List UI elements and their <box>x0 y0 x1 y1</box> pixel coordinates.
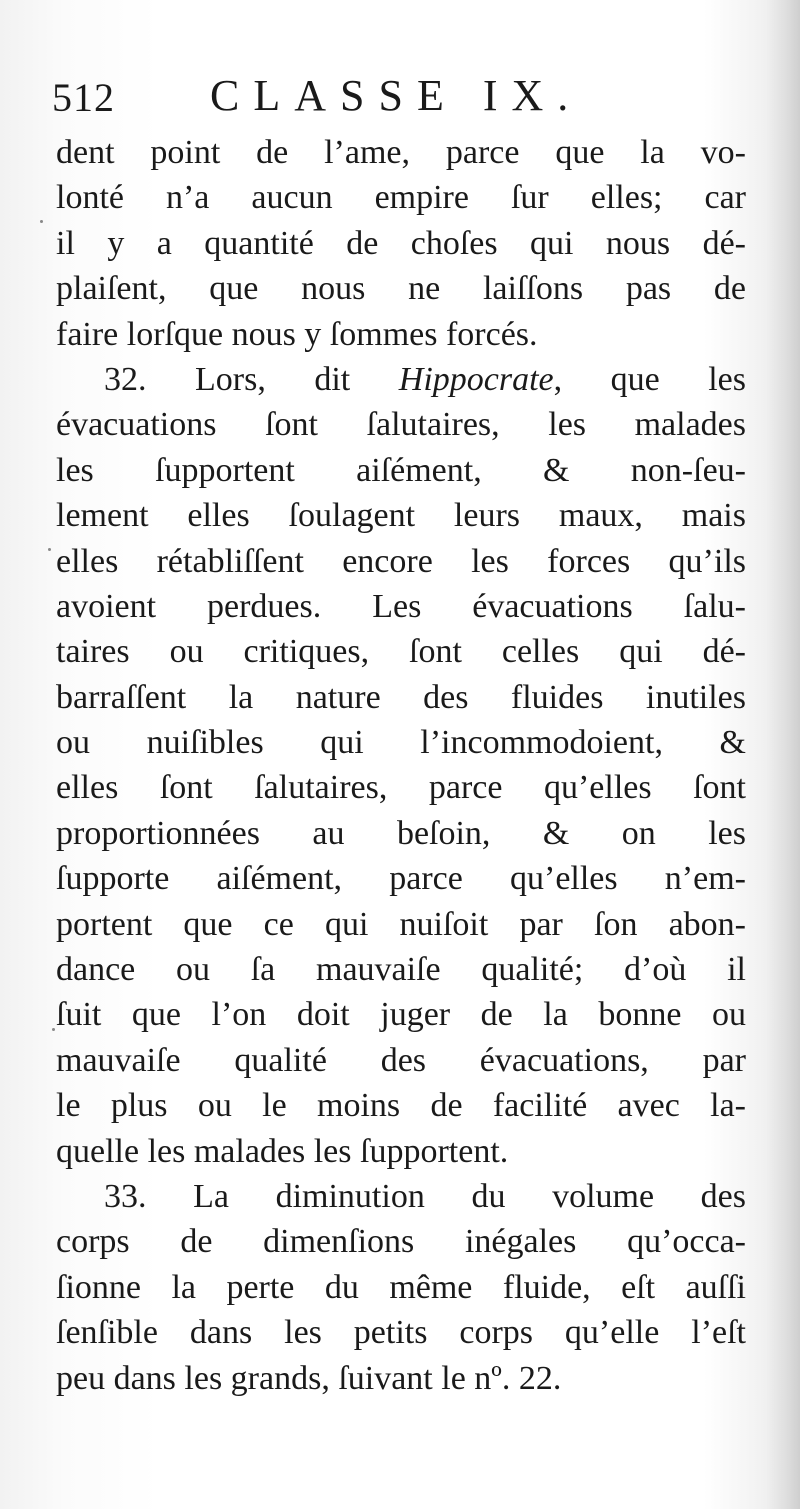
text-line: taires ou critiques, ſont celles qui dé- <box>56 633 746 671</box>
text-line: elles rétabliſſent encore les forces qu’ils <box>56 542 746 580</box>
author-name: Hippocrate <box>398 360 554 398</box>
text-line: le plus ou le moins de facilité avec la- <box>56 1087 746 1125</box>
text-line: ſionne la perte du même fluide, eſt auſſi <box>56 1268 746 1306</box>
text-line: les ſupportent aiſément, & non-ſeu- <box>56 451 746 489</box>
text-run: , que les <box>553 360 747 398</box>
text-line: proportionnées au beſoin, & on les <box>56 814 746 852</box>
print-speck <box>40 220 43 223</box>
text-line: lement elles ſoulagent leurs maux, mais <box>56 497 746 535</box>
print-speck <box>52 1028 55 1031</box>
text-run: 32. Lors, dit <box>104 360 399 398</box>
page-gutter-shadow <box>766 0 800 1509</box>
text-line <box>56 357 746 402</box>
text-line: elles ſont ſalutaires, parce qu’elles ſont <box>56 769 746 807</box>
text-line: ſupporte aiſément, parce qu’elles n’em- <box>56 860 746 898</box>
running-head: CLASSE IX. <box>210 71 583 120</box>
page-number: 512 <box>52 75 115 120</box>
text-line: barraſſent la nature des fluides inutiles <box>56 678 746 716</box>
text-line: faire lorſque nous y ſommes forcés. <box>56 315 538 353</box>
text-line: lonté n’a aucun empire ſur elles; car <box>56 179 746 217</box>
text-line: ſenſible dans les petits corps qu’elle l’eſt <box>56 1314 746 1352</box>
text-line: portent que ce qui nuiſoit par ſon abon- <box>56 905 746 943</box>
text-line: corps de dimenſions inégales qu’occa- <box>56 1223 746 1261</box>
text-line: ou nuiſibles qui l’incommodoient, & <box>56 724 746 762</box>
text-line: dent point de l’ame, parce que la vo- <box>56 134 746 171</box>
text-line: mauvaiſe qualité des évacuations, par <box>56 1041 746 1079</box>
text-line: plaiſent, que nous ne laiſſons pas de <box>56 270 746 308</box>
text-line: évacuations ſont ſalutaires, les malades <box>56 406 746 444</box>
text-line: 33. La diminution du volume des <box>104 1177 746 1215</box>
text-line: ſuit que l’on doit juger de la bonne ou <box>56 996 746 1034</box>
text-line: il y a quantité de choſes qui nous dé- <box>56 224 746 262</box>
text-line: dance ou ſa mauvaiſe qualité; d’où il <box>56 951 746 989</box>
text-line: quelle les malades les ſupportent. <box>56 1132 509 1170</box>
text-line: avoient perdues. Les évacuations ſalu- <box>56 587 746 625</box>
text-line: peu dans les grands, ſuivant le nº. 22. <box>56 1359 562 1397</box>
body-text <box>56 130 746 1401</box>
page-header <box>52 70 612 132</box>
print-speck <box>48 548 51 551</box>
